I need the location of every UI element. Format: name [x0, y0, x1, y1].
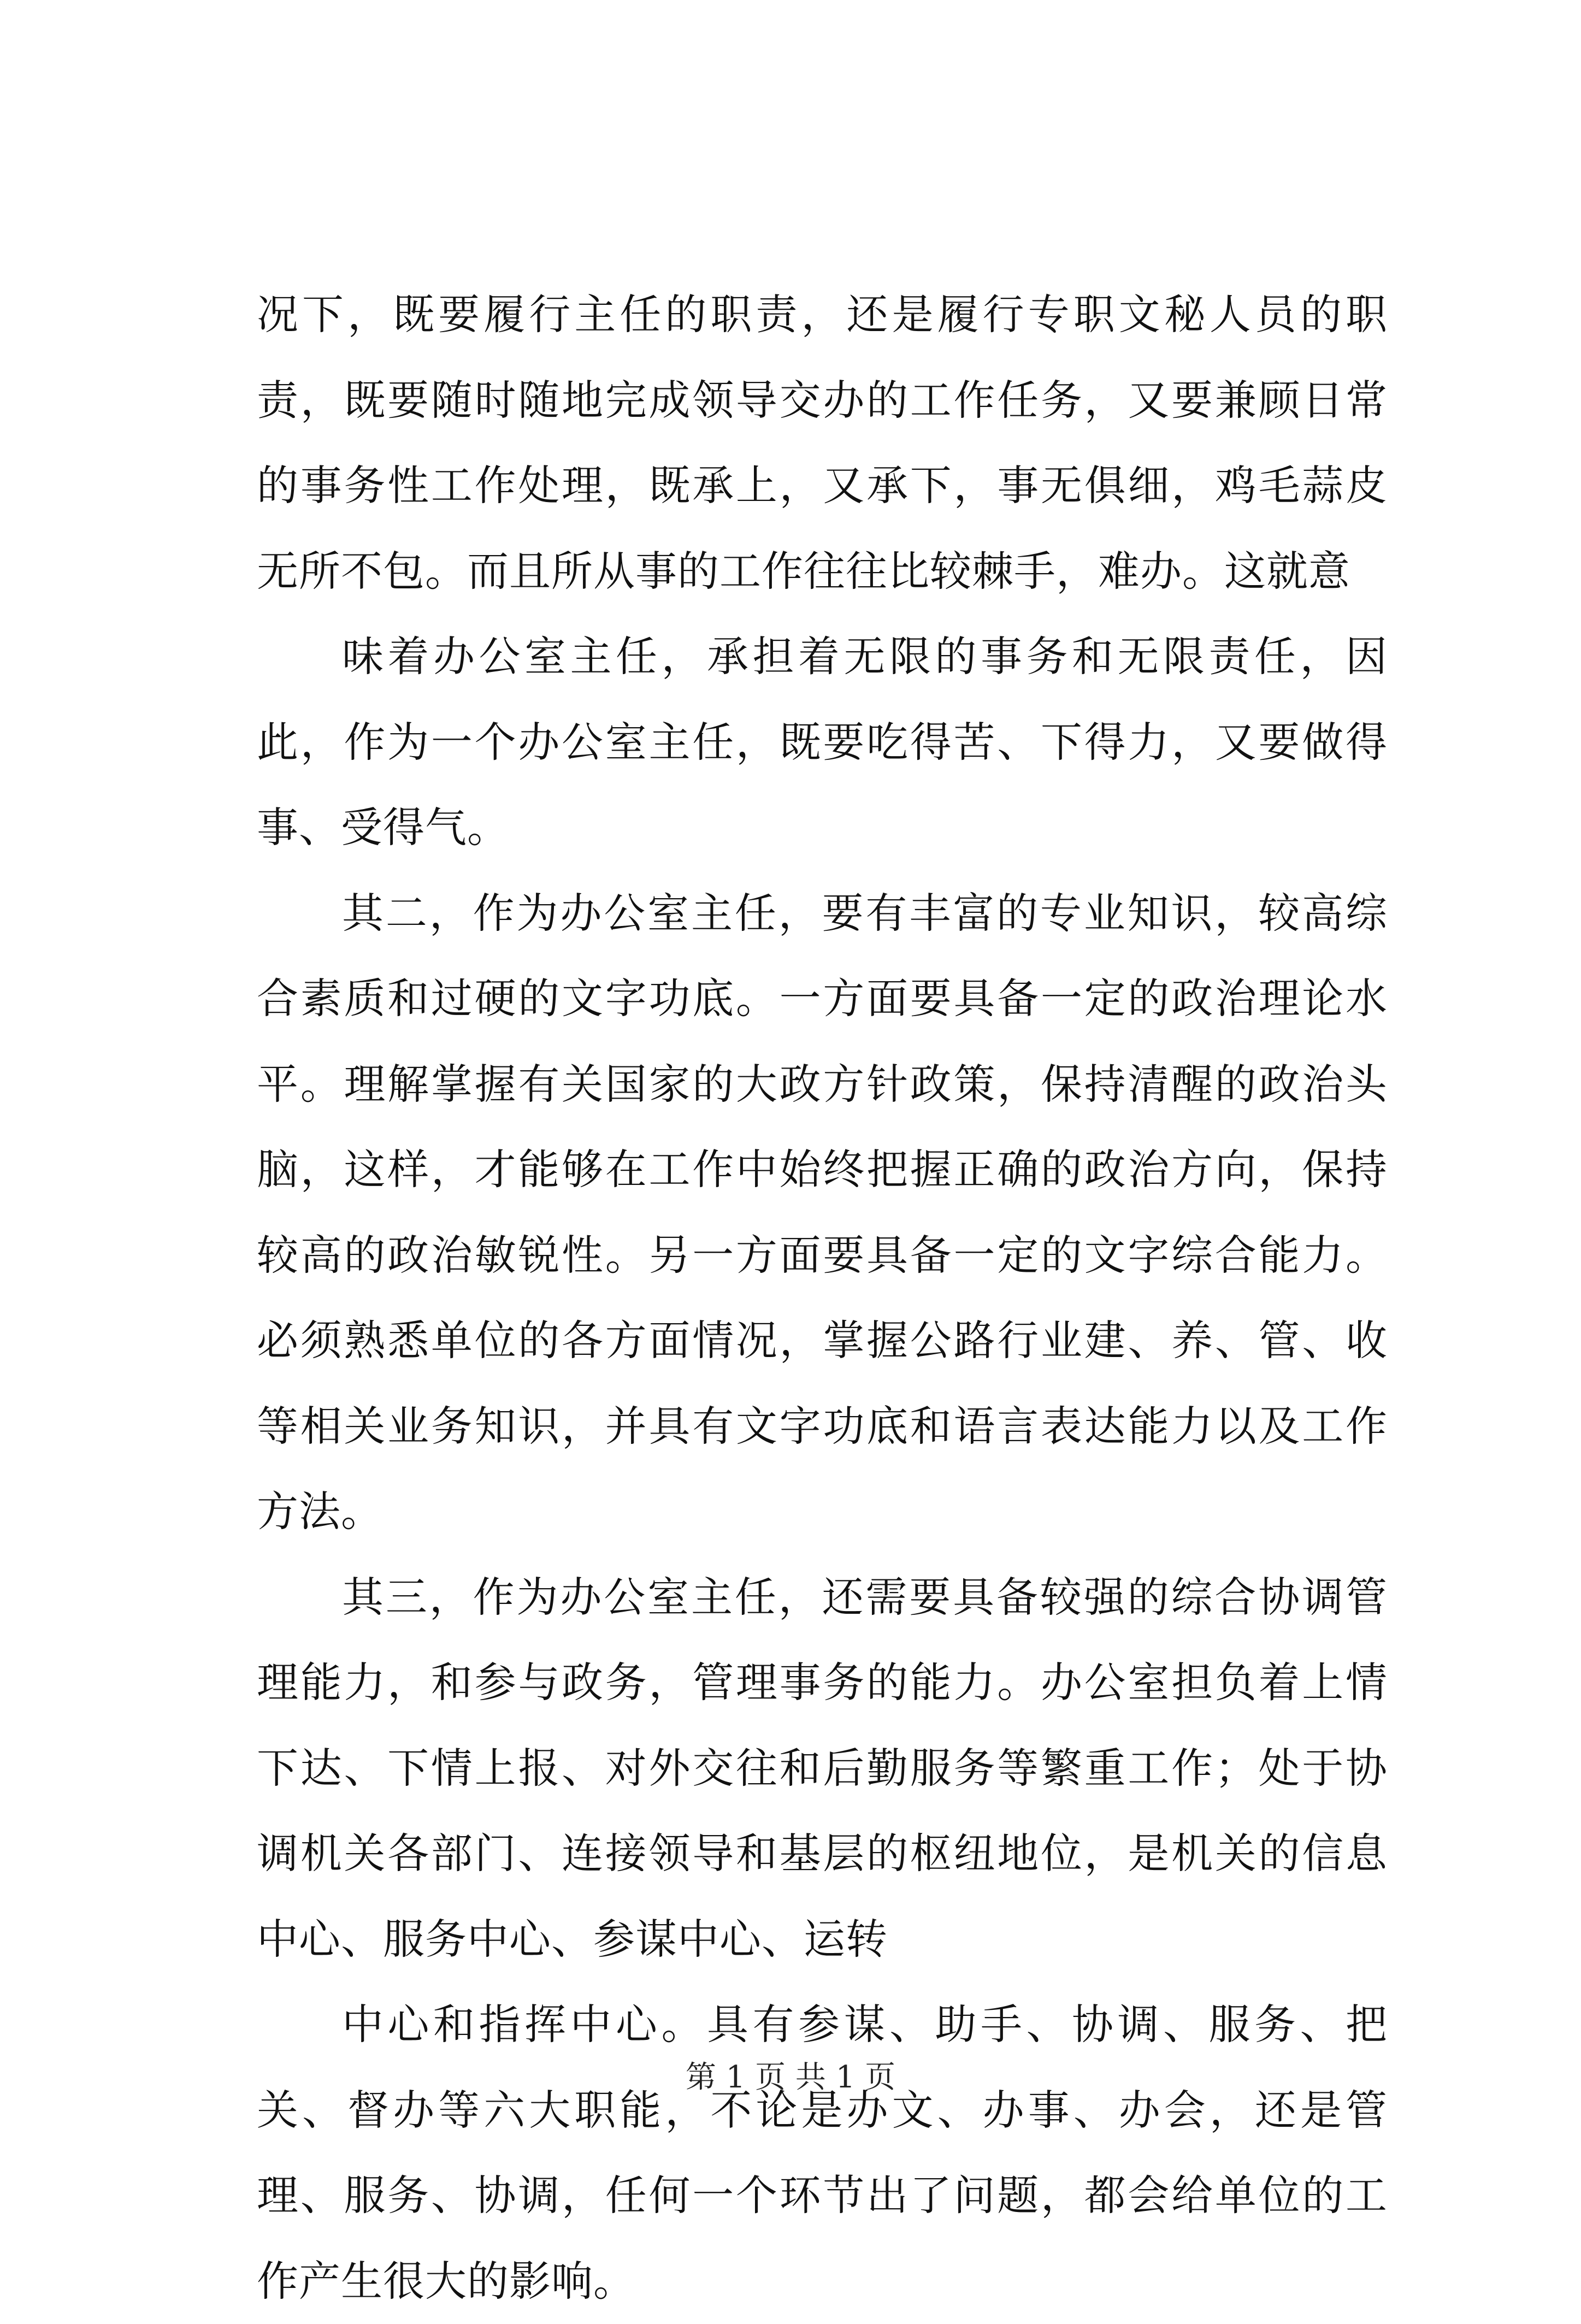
- page-footer: 第 1 页 共 1 页: [685, 2060, 896, 2095]
- paragraph-2: 味着办公室主任，承担着无限的事务和无限责任，因此，作为一个办公室主任，既要吃得苦、下得力，又要做得事、受得气。: [257, 632, 1388, 852]
- document-body: [257, 272, 1388, 2324]
- paragraph-3: 其二，作为办公室主任，要有丰富的专业知识，较高综合素质和过硬的文字功底。一方面要具备一定的政治理论水平。理解掌握有关国家的大政方针政策，保持清醒的政治头脑，这样，才能够在工作中始终把握正确的政治方向，保持较高的政治敏锐性。另一方面要具备一定的文字综合能力。必须熟悉单位的各方面情况，掌握公路行业建、养、管、收等相关业务知识，并具有文字功底和语言表达能力以及工作方法。: [257, 888, 1388, 1536]
- paragraph-5: 中心和指挥中心。具有参谋、助手、协调、服务、把关、督办等六大职能，不论是办文、办事、办会，还是管理、服务、协调，任何一个环节出了问题，都会给单位的工作产生很大的影响。: [257, 2000, 1388, 2305]
- paragraph-1: 况下，既要履行主任的职责，还是履行专职文秘人员的职责，既要随时随地完成领导交办的工作任务，又要兼顾日常的事务性工作处理，既承上，又承下，事无俱细，鸡毛蒜皮无所不包。而且所从事的工作往往比较棘手，难办。这就意: [257, 290, 1388, 595]
- paragraph-4: 其三，作为办公室主任，还需要具备较强的综合协调管理能力，和参与政务，管理事务的能力。办公室担负着上情下达、下情上报、对外交往和后勤服务等繁重工作；处于协调机关各部门、连接领导和基层的枢纽地位，是机关的信息中心、服务中心、参谋中心、运转: [257, 1572, 1388, 1963]
